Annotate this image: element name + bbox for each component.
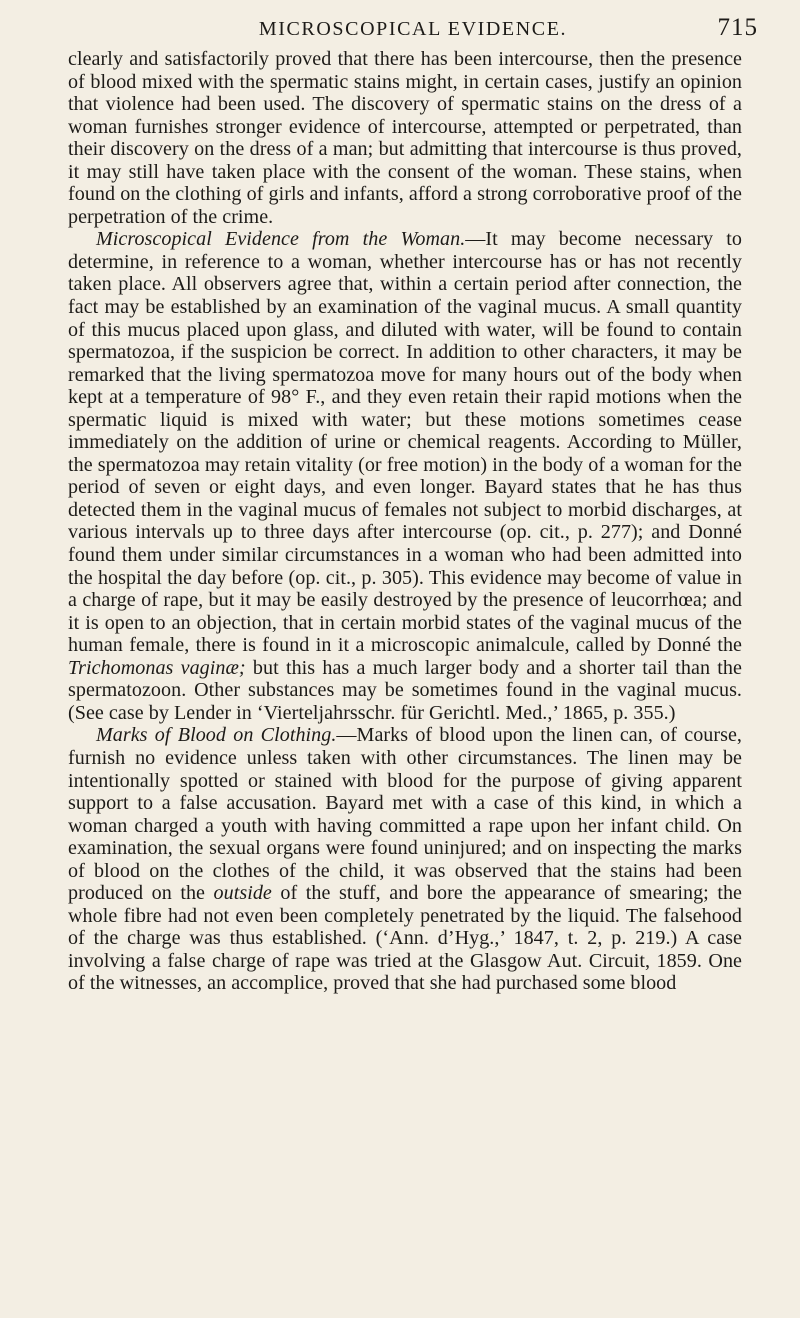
paragraph-continued: [68, 48, 742, 228]
paragraph-marks-of-blood: [68, 724, 742, 995]
page-number: 715: [717, 14, 758, 41]
paragraph-text: but this has a much larger body and a shorter tail than the spermatozoon. Other substances may be sometimes found in the vaginal mucus. (See case by Lender in ‘Vierteljahrsschr. für Gerichtl. Med.,’ 1865, p. 355.): [68, 656, 742, 724]
main-text: [68, 48, 742, 995]
running-title: MICROSCOPICAL EVIDENCE.: [258, 18, 568, 40]
italic-term: outside: [213, 882, 272, 905]
section-heading-microscopical-evidence: Microscopical Evidence from the Woman.: [96, 228, 466, 251]
paragraph-text: —It may become necessary to determine, in reference to a woman, whether intercourse has or has not recently taken place. All observers agree that, within a certain period after connection, the fact may be established by an examination of the vaginal mucus. A small quantity of this mucus placed upon glass, and diluted with water, will be found to contain spermatozoa, if the suspicion be correct. In addition to other characters, it may be remarked that the living spermatozoa move for many hours out of the body when kept at a temperature of 98° F., and they even retain their rapid motions when the spermatic liquid is mixed with water; but these motions sometimes cease immediately on the addition of urine or chemical reagents. According to Müller, the spermatozoa may retain vitality (or free motion) in the body of a woman for the period of seven or eight days, and even longer. Bayard states that he has thus detected them in the vaginal mucus of females not subject to morbid discharges, at various intervals up to three days after intercourse (op. cit., p. 277); and Donné found them under similar circumstances in a woman who had been admitted into the hospital the day before (op. cit., p. 305). This evidence may become of value in a charge of rape, but it may be easily destroyed by the presence of leucorrhœa; and it is open to an objection, that in certain morbid states of the vaginal mucus of the human female, there is found in it a microscopic animalcule, called by Donné the: [68, 228, 742, 657]
section-heading-marks-of-blood: Marks of Blood on Clothing.: [96, 724, 337, 747]
paragraph-text: —Marks of blood upon the linen can, of course, furnish no evidence unless taken with other circumstances. The linen may be intentionally spotted or stained with blood for the purpose of giving apparent support to a false accusation. Bayard met with a case of this kind, in which a woman charged a youth with having committed a rape upon her infant child. On examination, the sexual organs were found uninjured; and on inspecting the marks of blood on the clothes of the child, it was observed that the stains had been produced on the: [68, 724, 742, 905]
running-head: [68, 8, 758, 42]
italic-term: Trichomonas vaginæ;: [68, 656, 246, 679]
paragraph-text: of the stuff, and bore the appearance of smearing; the whole fibre had not even been completely penetrated by the liquid. The falsehood of the charge was thus established. (‘Ann. d’Hyg.,’ 1847, t. 2, p. 219.) A case involving a false charge of rape was tried at the Glasgow Aut. Circuit, 1859. One of the witnesses, an accomplice, proved that she had purchased some blood: [68, 882, 742, 995]
paragraph-text: clearly and satisfactorily proved that there has been intercourse, then the presence of blood mixed with the spermatic stains might, in certain cases, justify an opinion that violence had been used. The discovery of spermatic stains on the dress of a woman furnishes stronger evidence of intercourse, attempted or perpetrated, than their discovery on the dress of a man; but admitting that intercourse is thus proved, it may still have taken place with the consent of the woman. These stains, when found on the clothing of girls and infants, afford a strong corroborative proof of the perpetration of the crime.: [68, 48, 742, 228]
paragraph-microscopical-evidence: [68, 228, 742, 724]
